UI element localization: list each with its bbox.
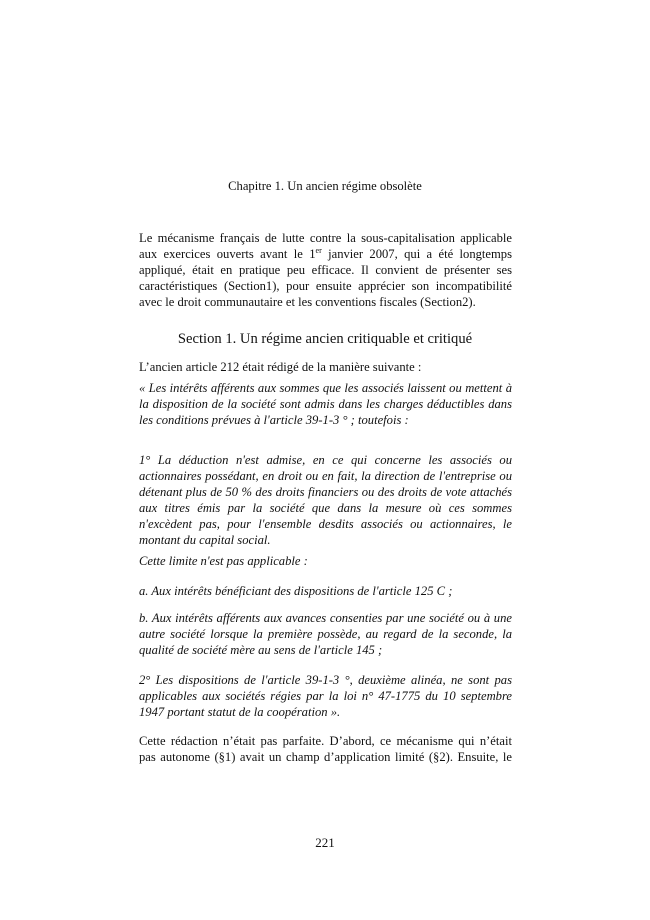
intro-paragraph bbox=[139, 230, 512, 310]
intro-superscript: er bbox=[315, 245, 322, 255]
quote-opening: « Les intérêts afférents aux sommes que les associés laissent ou mettent à la disposition de la société sont admis dans les charges déductibles dans les conditions prévues à l'article 39-1-3 ° ; toutefois : bbox=[139, 381, 512, 427]
intro-text: Le mécanisme français de lutte contre la sous-capitalisation applicable aux exercices ouverts avant le 1 bbox=[139, 231, 512, 261]
quote-point-2: 2° Les dispositions de l'article 39-1-3 °, deuxième alinéa, ne sont pas applicables aux sociétés régies par la loi n° 47-1775 du 10 septembre 1947 portant statut de la coopération ». bbox=[139, 673, 512, 719]
quote-item-a: a. Aux intérêts bénéficiant des dispositions de l'article 125 C ; bbox=[139, 584, 453, 598]
closing-paragraph: Cette rédaction n’était pas parfaite. D’abord, ce mécanisme qui n’était pas autonome (§1) avait un champ d’application limité (§2). Ensuite, le bbox=[139, 734, 512, 764]
lead-paragraph: L’ancien article 212 était rédigé de la manière suivante : bbox=[139, 360, 422, 374]
quote-item-b: b. Aux intérêts afférents aux avances consenties par une société ou à une autre société lorsque la première possède, au regard de la seconde, la qualité de société mère au sens de l'article 145 ; bbox=[139, 611, 512, 657]
page-number: 221 bbox=[315, 835, 335, 850]
intro-text-rest: janvier 2007, qui a été longtemps appliqué, était en pratique peu efficace. Il convient de présenter ses caractéristiques (Section1), pour ensuite apprécier son incompatibilité avec le droit communautaire et les conventions fiscales (Section2). bbox=[139, 247, 513, 309]
chapter-title: Chapitre 1. Un ancien régime obsolète bbox=[228, 179, 422, 193]
quote-point-1: 1° La déduction n'est admise, en ce qui concerne les associés ou actionnaires possédant, en droit ou en fait, la direction de l'entreprise ou détenant plus de 50 % des droits financiers ou des droits de vote attachés aux titres émis par la société que dans la mesure où ces sommes n'excèdent pas, pour l'ensemble desdits associés ou actionnaires, le montant du capital social. bbox=[139, 453, 512, 547]
quote-limit: Cette limite n'est pas applicable : bbox=[139, 554, 308, 568]
section-title: Section 1. Un régime ancien critiquable et critiqué bbox=[177, 331, 473, 347]
